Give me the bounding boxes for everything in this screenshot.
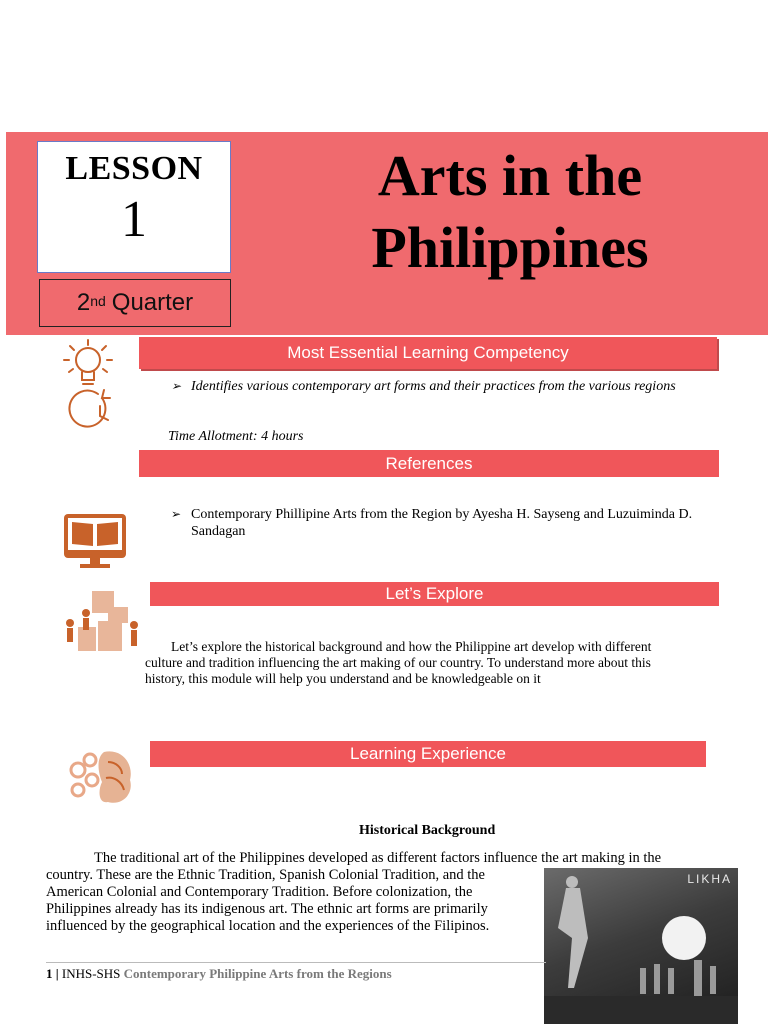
page-title — [300, 140, 720, 284]
footer — [46, 966, 392, 982]
lesson-number: 1 — [121, 191, 147, 248]
quarter-word: Quarter — [111, 289, 194, 316]
hist-line: influenced by the geographical location and the experiences of the Filipinos. — [46, 918, 490, 934]
melc-bullet — [171, 378, 711, 395]
lesson-box — [37, 141, 231, 273]
explore-line-2: culture and tradition influencing the art making of our country. To understand more about this — [145, 655, 651, 670]
quarter-suffix: nd — [90, 293, 106, 309]
hist-line: country. These are the Ethnic Tradition, Spanish Colonial Tradition, and the — [46, 867, 485, 883]
historical-background-heading: Historical Background — [359, 823, 496, 838]
melc-bullet-text: Identifies various contemporary art forms and their practices from the various regions — [191, 379, 676, 394]
hist-line: The traditional art of the Philippines developed as different factors influence the art making in the — [94, 850, 662, 866]
title-line-1: Arts in the — [377, 143, 643, 208]
time-allotment: Time Allotment: 4 hours — [168, 429, 304, 444]
melc-heading-bar — [139, 337, 717, 369]
quarter-ordinal: 2 — [76, 289, 91, 316]
explore-heading: Let’s Explore — [385, 584, 484, 603]
likha-dance-photo — [544, 868, 738, 1024]
footer-school: INHS-SHS — [61, 966, 124, 981]
explore-line-3: history, this module will help you understand and be knowledgeable on it — [145, 671, 541, 686]
arrow-bullet-icon: ➢ — [171, 507, 182, 521]
references-bullet — [171, 506, 721, 540]
brain-gears-icon — [64, 746, 136, 808]
hist-line: American Colonial and Contemporary Tradition. Before colonization, the — [46, 884, 473, 900]
lightbulb-clock-icon — [58, 336, 128, 432]
footer-course: Contemporary Philippine Arts from the Regions — [123, 966, 392, 981]
lesson-label: LESSON — [65, 150, 203, 187]
explore-line-1: Let’s explore the historical background and how the Philippine art develop with different — [171, 639, 652, 654]
footer-divider — [46, 962, 546, 963]
references-heading-bar — [139, 450, 719, 477]
explore-heading-bar — [150, 582, 719, 606]
learning-heading-bar — [150, 741, 706, 767]
people-boxes-icon — [58, 583, 144, 657]
page-number: 1 — [46, 966, 53, 981]
title-line-2: Philippines — [371, 215, 649, 280]
references-bullet-text: Contemporary Phillipine Arts from the Region by Ayesha H. Sayseng and Luzuiminda D. Sandagan — [191, 507, 693, 539]
book-computer-icon — [62, 512, 128, 570]
learning-heading: Learning Experience — [350, 744, 506, 763]
quarter-box — [39, 279, 231, 327]
explore-paragraph — [145, 639, 715, 687]
hist-line: Philippines already has its indigenous art. The ethnic art forms are primarily — [46, 901, 488, 917]
melc-heading: Most Essential Learning Competency — [287, 343, 569, 362]
arrow-bullet-icon: ➢ — [171, 379, 182, 393]
footer-separator: | — [52, 966, 62, 981]
photo-label: LIKHA — [687, 872, 732, 886]
references-heading: References — [385, 453, 473, 473]
